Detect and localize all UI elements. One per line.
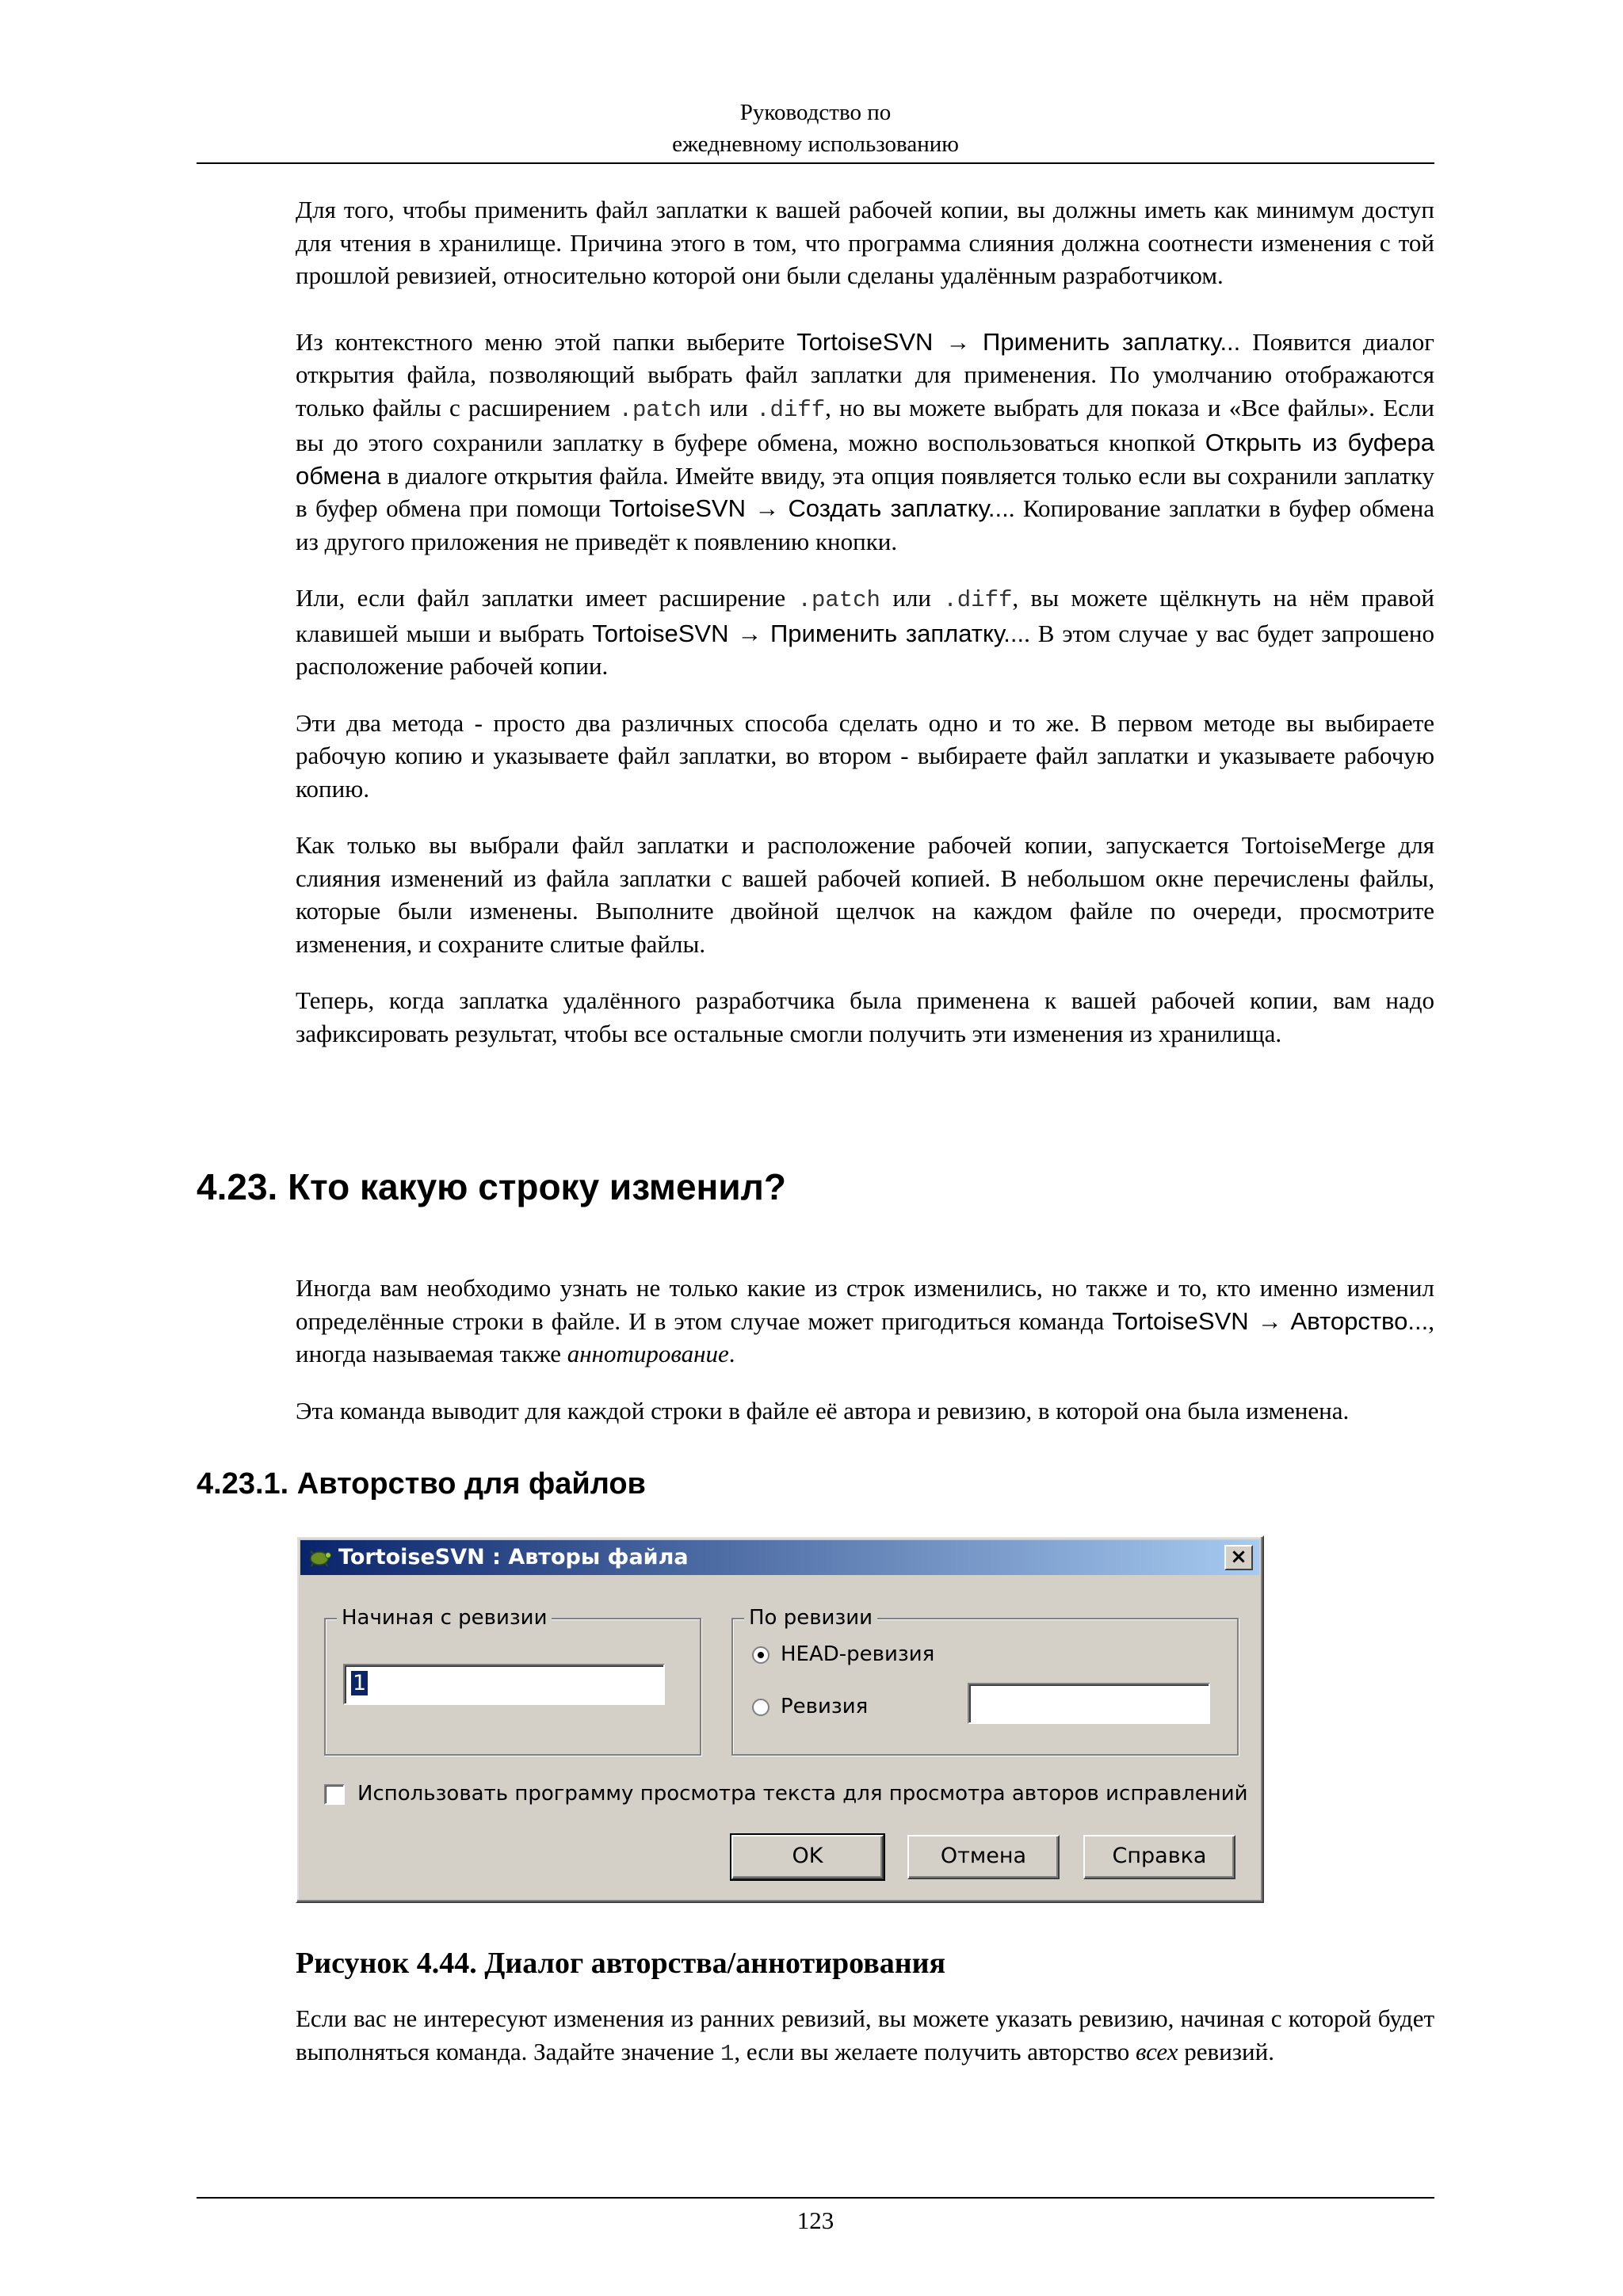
close-icon: × — [1230, 1545, 1247, 1569]
text: . В этом случае у вас будет запрошено расположение рабочей копии. — [296, 619, 1434, 680]
to-revision-group — [731, 1606, 1239, 1756]
running-header-line1: Руководство по — [739, 100, 892, 125]
text: , но вы можете выбрать для показа и «Все файлы». Если вы до этого сохранили заплатку в буфере обмена, можно воспользоваться кнопкой — [296, 393, 1434, 456]
close-button[interactable] — [1224, 1545, 1253, 1570]
paragraph-1: Для того, чтобы применить файл заплатки к вашей рабочей копии, вы должны иметь как минимум доступ для чтения в хранилище. Причина этого в том, что программа слияния должна соотнести изменения с той прошлой ревизией, относительно которой они были сделаны удалённым разработчиком. — [296, 196, 1434, 289]
to-revision-label: По ревизии — [744, 1605, 877, 1630]
paragraph-4: Эти два метода - просто два различных способа сделать одно и то же. В первом методе вы выбираете рабочую копию и указываете файл заплатки, во втором - выбираете файл заплатки и указываете рабочую копию. — [296, 708, 1434, 803]
menu-path: TortoiseSVN → Создать заплатку... — [609, 494, 1009, 522]
page-number: 123 — [796, 2206, 834, 2234]
menu-path: TortoiseSVN → Применить заплатку... — [592, 619, 1025, 647]
code-ext: .diff — [943, 587, 1013, 613]
intro-body — [296, 193, 1434, 1050]
head-revision-label[interactable]: HEAD-ревизия — [781, 1642, 935, 1666]
text: Появится диалог открытия файла, позволяющий выбрать файл заплатки для применения. По умолчанию отображаются только файлы с расширением — [296, 327, 1434, 421]
header-rule — [197, 162, 1434, 164]
text: ревизий. — [1178, 2037, 1274, 2065]
text: Иногда вам необходимо узнать не только какие из строк изменились, но также и то, кто именно изменил определённые строки в файле. И в этом случае может пригодиться команда — [296, 1274, 1434, 1335]
text: Из контекстного меню этой папки выберите — [296, 327, 797, 356]
closing-body — [296, 2002, 1434, 2070]
text: в диалоге открытия файла. Имейте ввиду, эта опция появляется только если вы сохранили заплатку в буфер обмена при помощи — [296, 461, 1434, 522]
dialog-title: TortoiseSVN : Авторы файла — [338, 1545, 689, 1569]
revision-input[interactable] — [968, 1683, 1210, 1724]
revision-label[interactable]: Ревизия — [781, 1695, 869, 1718]
from-revision-input[interactable] — [343, 1664, 665, 1705]
use-text-viewer-checkbox[interactable] — [324, 1784, 345, 1805]
use-text-viewer-label[interactable]: Использовать программу просмотра текста для просмотра авторов исправлений — [357, 1782, 1248, 1806]
code-ext: .diff — [756, 396, 826, 423]
code-ext: .patch — [797, 587, 880, 613]
text: Или, если файл заплатки имеет расширение — [296, 584, 798, 612]
figure-caption: Рисунок 4.44. Диалог авторства/аннотирования — [296, 1947, 946, 1980]
subsection-heading: 4.23.1. Авторство для файлов — [197, 1467, 646, 1501]
running-header — [197, 97, 1434, 160]
help-button[interactable]: Справка — [1083, 1835, 1235, 1879]
menu-path: TortoiseSVN → Авторство... — [1112, 1306, 1429, 1335]
code-value: 1 — [720, 2040, 735, 2067]
closing-paragraph — [296, 2002, 1434, 2070]
cancel-button[interactable]: Отмена — [907, 1835, 1060, 1879]
tortoise-icon — [307, 1547, 332, 1569]
section-paragraph-1 — [296, 1272, 1434, 1371]
section-body — [296, 1272, 1434, 1427]
ok-button[interactable]: OK — [731, 1835, 884, 1879]
from-revision-value: 1 — [353, 1671, 367, 1695]
emphasis: всех — [1136, 2037, 1178, 2065]
section-paragraph-2: Эта команда выводит для каждой строки в файле её автора и ревизию, в которой она была изменена. — [296, 1396, 1350, 1425]
menu-path: TortoiseSVN → Применить заплатку... — [796, 327, 1241, 356]
from-revision-label: Начиная с ревизии — [337, 1605, 552, 1630]
text: или — [880, 584, 944, 612]
paragraph-3 — [296, 582, 1434, 683]
from-revision-group — [324, 1606, 701, 1756]
text: или — [701, 393, 757, 421]
text: Если вас не интересуют изменения из ранних ревизий, вы можете указать ревизию, начиная с которой будет выполняться команда. Задайте значение — [296, 2004, 1434, 2065]
emphasis: аннотирование — [567, 1340, 729, 1367]
text: . — [728, 1340, 735, 1367]
paragraph-6: Теперь, когда заплатка удалённого разработчика была применена к вашей рабочей копии, вам надо зафиксировать результат, чтобы все остальные смогли получить эти изменения из хранилища. — [296, 986, 1434, 1047]
button-ref: Открыть из буфера обмена — [296, 429, 1434, 490]
text: , иногда называемая также — [296, 1306, 1434, 1367]
text: . Копирование заплатки в буфер обмена из другого приложения не приведёт к появлению кнопки. — [296, 494, 1434, 555]
running-header-line2: ежедневному использованию — [672, 132, 959, 157]
paragraph-2 — [296, 326, 1434, 559]
paragraph-5: Как только вы выбрали файл заплатки и расположение рабочей копии, запускается TortoiseMerge для слияния изменений из файла заплатки с вашей рабочей копией. В небольшом окне перечислены файлы, которые были изменены. Выполните двойной щелчок на каждом файле по очереди, просмотрите изменения, и сохраните слитые файлы. — [296, 831, 1434, 958]
section-heading: 4.23. Кто какую строку изменил? — [197, 1166, 786, 1207]
code-ext: .patch — [618, 396, 701, 423]
head-revision-radio[interactable] — [752, 1646, 769, 1664]
blame-dialog — [296, 1535, 1264, 1903]
footer-rule — [197, 2197, 1434, 2199]
revision-radio[interactable] — [752, 1699, 769, 1716]
dialog-titlebar[interactable] — [300, 1540, 1259, 1575]
text: , вы можете щёлкнуть на нём правой клавишей мыши и выбрать — [296, 584, 1434, 647]
text: , если вы желаете получить авторство — [734, 2037, 1136, 2065]
